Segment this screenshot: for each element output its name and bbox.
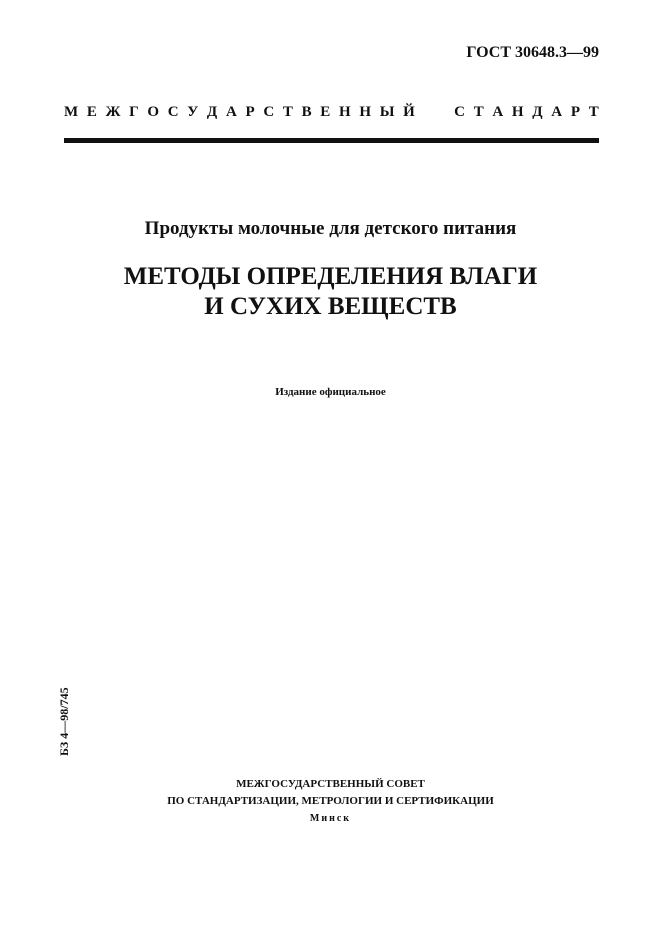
heading-letter: А xyxy=(492,104,504,120)
heading-letter: Р xyxy=(245,104,255,120)
heading-letter: Д xyxy=(206,104,218,120)
heading-letter: Ы xyxy=(379,104,395,120)
heading-letter: А xyxy=(225,104,237,120)
heading-rule xyxy=(64,138,599,143)
heading-letter: У xyxy=(187,104,199,120)
heading-word-gap xyxy=(423,104,445,121)
title-line-1: МЕТОДЫ ОПРЕДЕЛЕНИЯ ВЛАГИ xyxy=(123,263,538,290)
heading-letter: Т xyxy=(473,104,484,120)
heading-letter: Н xyxy=(511,104,524,120)
standard-type-heading xyxy=(64,104,599,121)
heading-letter: Н xyxy=(359,104,371,120)
heading-letter: Й xyxy=(403,104,415,120)
standard-code: ГОСТ 30648.3—99 xyxy=(466,44,599,61)
heading-letter: Р xyxy=(570,104,580,120)
side-registration-code: БЗ 4—98/745 xyxy=(57,687,71,756)
publisher-city: Минск xyxy=(309,813,352,824)
heading-letter: С xyxy=(454,104,465,120)
heading-letter: Т xyxy=(588,104,599,120)
heading-letter: С xyxy=(263,104,275,120)
publisher-block xyxy=(0,776,661,827)
heading-letter: Е xyxy=(320,104,331,120)
publisher-line-2: ПО СТАНДАРТИЗАЦИИ, МЕТРОЛОГИИ И СЕРТИФИКАЦИИ xyxy=(167,795,494,807)
heading-letter: Д xyxy=(532,104,543,120)
heading-letter: Г xyxy=(129,104,139,120)
heading-letter: Ж xyxy=(105,104,121,120)
heading-letter: А xyxy=(551,104,563,120)
publisher-line-1: МЕЖГОСУДАРСТВЕННЫЙ СОВЕТ xyxy=(236,778,425,790)
heading-letter: В xyxy=(301,104,312,120)
document-title xyxy=(0,262,661,322)
document-subtitle: Продукты молочные для детского питания xyxy=(144,218,517,239)
heading-letter: Т xyxy=(282,104,293,120)
heading-letter: О xyxy=(147,104,159,120)
heading-letter: Е xyxy=(86,104,97,120)
heading-letter: М xyxy=(64,104,79,120)
edition-note: Издание официальное xyxy=(275,386,386,398)
heading-letter: С xyxy=(167,104,179,120)
heading-letter: Н xyxy=(338,104,351,120)
title-line-2: И СУХИХ ВЕЩЕСТВ xyxy=(204,293,457,320)
